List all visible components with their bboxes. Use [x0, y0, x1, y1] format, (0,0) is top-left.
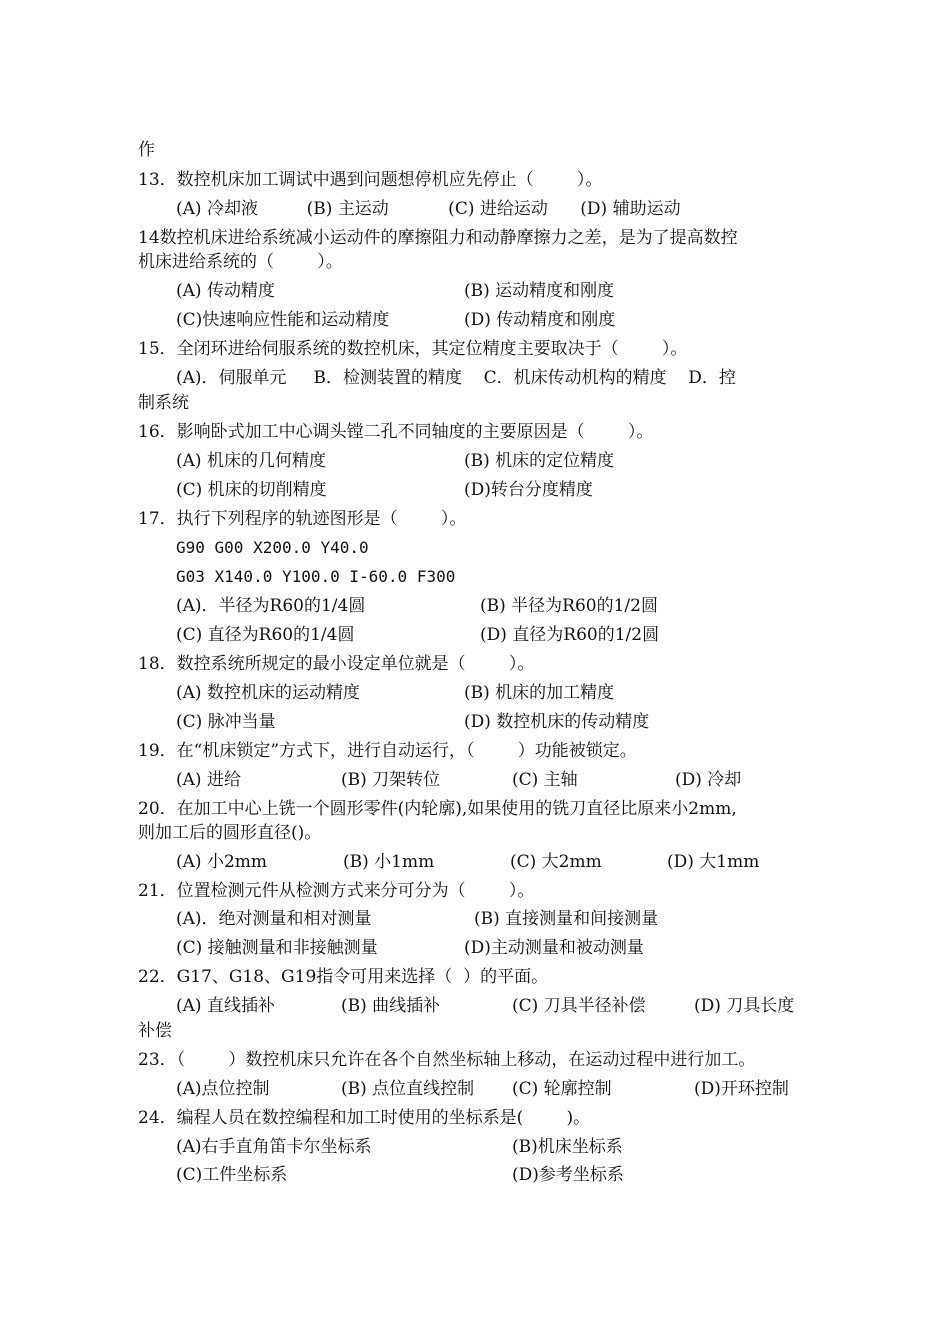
q20-option-c: (C) 大2mm	[510, 852, 602, 872]
q23-option-d: (D)开环控制	[694, 1079, 789, 1099]
q24-option-d: (D)参考坐标系	[512, 1165, 624, 1185]
q22-option-d: (D) 刀具长度	[694, 996, 795, 1016]
q22-option-d-cont: 补偿	[138, 1021, 172, 1041]
q20-option-d: (D) 大1mm	[667, 852, 760, 872]
q24-option-c: (C)工件坐标系	[176, 1165, 288, 1185]
q24-option-b: (B)机床坐标系	[512, 1137, 623, 1157]
q23-option-c: (C) 轮廓控制	[512, 1079, 612, 1099]
q19-option-a: (A) 进给	[176, 770, 241, 790]
q21-option-b: (B) 直接测量和间接测量	[474, 909, 659, 929]
question-22: 22．G17、G18、G19指令可用来选择（ ）的平面。	[138, 967, 549, 987]
question-20-cont: 则加工后的圆形直径()。	[138, 823, 322, 843]
question-15: 15．全闭环进给伺服系统的数控机床，其定位精度主要取决于（ ）。	[138, 339, 688, 359]
question-21: 21．位置检测元件从检测方式来分可分为（ ）。	[138, 881, 535, 901]
question-14: 14数控机床进给系统减小运动件的摩擦阻力和动静摩擦力之差，是为了提高数控	[138, 228, 738, 248]
q20-option-a: (A) 小2mm	[176, 852, 268, 872]
q16-option-a: (A) 机床的几何精度	[176, 451, 326, 471]
q16-option-d: (D)转台分度精度	[464, 480, 593, 500]
q16-option-b: (B) 机床的定位精度	[464, 451, 615, 471]
question-14-cont: 机床进给系统的（ ）。	[138, 252, 343, 272]
q21-option-a: (A)．绝对测量和相对测量	[176, 909, 372, 929]
q17-option-c: (C) 直径为R60的1/4圆	[176, 625, 355, 645]
q22-option-b: (B) 曲线插补	[341, 996, 441, 1016]
q15-options-cont: 制系统	[138, 393, 189, 413]
q17-option-d: (D) 直径为R60的1/2圆	[480, 625, 660, 645]
q14-option-c: (C)快速响应性能和运动精度	[176, 310, 390, 330]
q19-option-b: (B) 刀架转位	[341, 770, 441, 790]
text-line: 作	[138, 140, 155, 160]
q20-option-b: (B) 小1mm	[343, 852, 435, 872]
q14-option-d: (D) 传动精度和刚度	[464, 310, 616, 330]
q21-option-c: (C) 接触测量和非接触测量	[176, 938, 378, 958]
q18-option-a: (A) 数控机床的运动精度	[176, 683, 360, 703]
question-24: 24．编程人员在数控编程和加工时使用的坐标系是( )。	[138, 1108, 591, 1128]
q24-option-a: (A)右手直角笛卡尔坐标系	[176, 1137, 372, 1157]
q17-option-b: (B) 半径为R60的1/2圆	[480, 596, 658, 616]
question-16: 16．影响卧式加工中心调头镗二孔不同轴度的主要原因是（ ）。	[138, 422, 654, 442]
question-20: 20．在加工中心上铣一个圆形零件(内轮廓),如果使用的铣刀直径比原来小2mm,	[138, 799, 737, 819]
q14-option-a: (A) 传动精度	[176, 281, 275, 301]
q19-option-d: (D) 冷却	[675, 770, 742, 790]
q22-option-a: (A) 直线插补	[176, 996, 275, 1016]
q15-options: (A)．伺服单元 B．检测装置的精度 C．机床传动机构的精度 D．控	[176, 368, 736, 388]
q17-code-line-2: G03 X140.0 Y100.0 I-60.0 F300	[176, 567, 456, 586]
q18-option-c: (C) 脉冲当量	[176, 712, 276, 732]
question-17: 17．执行下列程序的轨迹图形是（ ）。	[138, 509, 467, 529]
question-18: 18．数控系统所规定的最小设定单位就是（ ）。	[138, 654, 535, 674]
q17-code-line-1: G90 G00 X200.0 Y40.0	[176, 538, 369, 557]
q21-option-d: (D)主动测量和被动测量	[464, 938, 644, 958]
q17-option-a: (A)．半径为R60的1/4圆	[176, 596, 366, 616]
q16-option-c: (C) 机床的切削精度	[176, 480, 327, 500]
q14-option-b: (B) 运动精度和刚度	[464, 281, 615, 301]
q23-option-b: (B) 点位直线控制	[341, 1079, 475, 1099]
q23-option-a: (A)点位控制	[176, 1079, 270, 1099]
question-19: 19．在“机床锁定”方式下，进行自动运行，（ ）功能被锁定。	[138, 741, 637, 761]
q18-option-b: (B) 机床的加工精度	[464, 683, 615, 703]
q22-option-c: (C) 刀具半径补偿	[512, 996, 646, 1016]
q19-option-c: (C) 主轴	[512, 770, 578, 790]
question-13: 13．数控机床加工调试中遇到问题想停机应先停止（ ）。	[138, 170, 603, 190]
q13-options: (A) 冷却液 (B) 主运动 (C) 进给运动 (D) 辅助运动	[176, 199, 681, 219]
question-23: 23．（ ）数控机床只允许在各个自然坐标轴上移动，在运动过程中进行加工。	[138, 1050, 756, 1070]
q18-option-d: (D) 数控机床的传动精度	[464, 712, 650, 732]
